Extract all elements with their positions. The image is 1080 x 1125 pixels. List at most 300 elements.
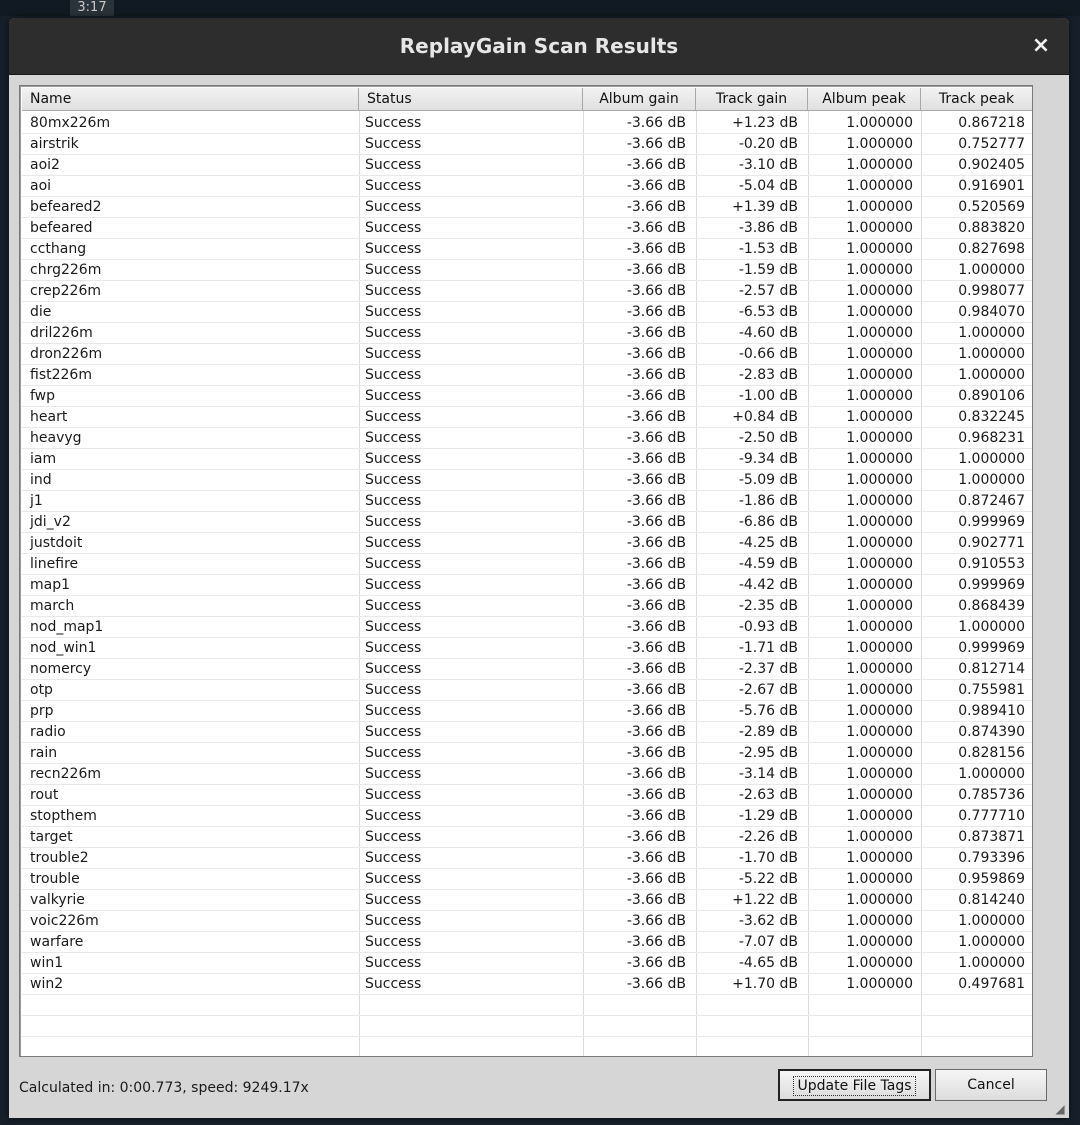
cell-status: Success <box>365 220 422 236</box>
cell-track-gain: -2.89 dB <box>738 724 798 740</box>
table-row[interactable] <box>22 575 1032 596</box>
cell-track-gain: -5.22 dB <box>738 871 798 887</box>
table-row[interactable] <box>22 869 1032 890</box>
cell-album-gain: -3.66 dB <box>626 199 686 215</box>
cell-status: Success <box>365 703 422 719</box>
cell-album-peak: 1.000000 <box>846 619 913 635</box>
table-row[interactable] <box>22 155 1032 176</box>
cell-track-peak: 1.000000 <box>958 346 1025 362</box>
cell-track-peak: 0.872467 <box>958 493 1025 509</box>
cell-name: dron226m <box>30 346 103 362</box>
cell-name: prp <box>30 703 54 719</box>
table-row[interactable] <box>22 260 1032 281</box>
cell-track-gain: -6.86 dB <box>738 514 798 530</box>
cell-status: Success <box>365 409 422 425</box>
cell-album-peak: 1.000000 <box>846 451 913 467</box>
cell-track-peak: 0.873871 <box>958 829 1025 845</box>
cell-album-gain: -3.66 dB <box>626 598 686 614</box>
cell-album-peak: 1.000000 <box>846 115 913 131</box>
column-header-track-peak[interactable]: Track peak <box>921 88 1033 111</box>
cell-track-gain: -2.95 dB <box>738 745 798 761</box>
table-row[interactable] <box>22 323 1032 344</box>
cell-track-peak: 1.000000 <box>958 766 1025 782</box>
table-row[interactable] <box>22 932 1032 953</box>
cell-album-gain: -3.66 dB <box>626 640 686 656</box>
cell-album-gain: -3.66 dB <box>626 346 686 362</box>
column-header-album-gain[interactable]: Album gain <box>583 88 696 111</box>
cell-track-peak: 0.755981 <box>958 682 1025 698</box>
cell-album-peak: 1.000000 <box>846 661 913 677</box>
cell-album-gain: -3.66 dB <box>626 913 686 929</box>
cell-status: Success <box>365 178 422 194</box>
empty-row <box>22 1016 1032 1037</box>
cell-album-gain: -3.66 dB <box>626 976 686 992</box>
cell-status: Success <box>365 808 422 824</box>
cell-track-gain: -1.00 dB <box>738 388 798 404</box>
table-row[interactable] <box>22 554 1032 575</box>
cell-album-peak: 1.000000 <box>846 157 913 173</box>
cell-track-gain: -2.67 dB <box>738 682 798 698</box>
cell-track-peak: 0.984070 <box>958 304 1025 320</box>
cell-track-gain: -1.59 dB <box>738 262 798 278</box>
column-header-track-gain[interactable]: Track gain <box>696 88 808 111</box>
cell-track-peak: 0.828156 <box>958 745 1025 761</box>
cell-status: Success <box>365 430 422 446</box>
cell-track-peak: 0.998077 <box>958 283 1025 299</box>
cell-status: Success <box>365 451 422 467</box>
table-row[interactable] <box>22 512 1032 533</box>
cell-track-gain: -3.86 dB <box>738 220 798 236</box>
cell-album-peak: 1.000000 <box>846 682 913 698</box>
cell-album-gain: -3.66 dB <box>626 388 686 404</box>
cell-name: rout <box>30 787 59 803</box>
table-row[interactable] <box>22 197 1032 218</box>
cell-status: Success <box>365 157 422 173</box>
cell-name: j1 <box>30 493 43 509</box>
cell-album-peak: 1.000000 <box>846 913 913 929</box>
cell-track-gain: -1.29 dB <box>738 808 798 824</box>
cell-album-gain: -3.66 dB <box>626 367 686 383</box>
cell-album-peak: 1.000000 <box>846 598 913 614</box>
cell-track-peak: 0.916901 <box>958 178 1025 194</box>
cell-track-peak: 0.827698 <box>958 241 1025 257</box>
cell-name: nod_win1 <box>30 640 97 656</box>
cell-name: rain <box>30 745 58 761</box>
cell-album-gain: -3.66 dB <box>626 304 686 320</box>
cell-name: otp <box>30 682 53 698</box>
close-icon[interactable]: × <box>1031 33 1051 58</box>
table-row[interactable] <box>22 764 1032 785</box>
cell-track-peak: 1.000000 <box>958 955 1025 971</box>
cell-track-gain: -2.57 dB <box>738 283 798 299</box>
cell-name: iam <box>30 451 57 467</box>
cell-name: die <box>30 304 52 320</box>
cell-track-gain: +1.39 dB <box>732 199 798 215</box>
cell-track-gain: -4.65 dB <box>738 955 798 971</box>
cell-album-gain: -3.66 dB <box>626 829 686 845</box>
cell-album-peak: 1.000000 <box>846 325 913 341</box>
table-row[interactable] <box>22 596 1032 617</box>
table-row[interactable] <box>22 470 1032 491</box>
cell-track-peak: 1.000000 <box>958 262 1025 278</box>
cell-status: Success <box>365 871 422 887</box>
cell-album-peak: 1.000000 <box>846 934 913 950</box>
cell-album-peak: 1.000000 <box>846 892 913 908</box>
cell-track-gain: -4.42 dB <box>738 577 798 593</box>
dialog-titlebar[interactable] <box>9 18 1069 75</box>
table-row[interactable] <box>22 449 1032 470</box>
cell-name: radio <box>30 724 66 740</box>
cell-name: recn226m <box>30 766 101 782</box>
cell-track-gain: -1.53 dB <box>738 241 798 257</box>
cell-track-gain: -2.37 dB <box>738 661 798 677</box>
cell-track-peak: 0.814240 <box>958 892 1025 908</box>
cell-track-gain: -5.04 dB <box>738 178 798 194</box>
cell-name: nomercy <box>30 661 92 677</box>
cell-album-peak: 1.000000 <box>846 136 913 152</box>
table-body <box>22 113 1032 1057</box>
cell-album-peak: 1.000000 <box>846 808 913 824</box>
cell-album-gain: -3.66 dB <box>626 178 686 194</box>
table-row[interactable] <box>22 428 1032 449</box>
table-row[interactable] <box>22 281 1032 302</box>
table-row[interactable] <box>22 113 1032 134</box>
cell-album-gain: -3.66 dB <box>626 283 686 299</box>
cell-album-gain: -3.66 dB <box>626 409 686 425</box>
cell-name: ind <box>30 472 52 488</box>
cell-album-peak: 1.000000 <box>846 535 913 551</box>
replaygain-dialog <box>9 18 1069 1118</box>
table-row[interactable] <box>22 953 1032 974</box>
table-row[interactable] <box>22 218 1032 239</box>
cell-track-peak: 1.000000 <box>958 934 1025 950</box>
cell-track-peak: 0.785736 <box>958 787 1025 803</box>
cell-track-gain: -3.10 dB <box>738 157 798 173</box>
cell-album-gain: -3.66 dB <box>626 703 686 719</box>
cell-status: Success <box>365 556 422 572</box>
cell-track-gain: -2.26 dB <box>738 829 798 845</box>
cell-status: Success <box>365 136 422 152</box>
table-row[interactable] <box>22 659 1032 680</box>
cell-name: heavyg <box>30 430 82 446</box>
cell-track-gain: -0.93 dB <box>738 619 798 635</box>
cell-name: aoi2 <box>30 157 60 173</box>
cell-status: Success <box>365 850 422 866</box>
update-file-tags-label: Update File Tags <box>793 1076 915 1096</box>
cell-status: Success <box>365 115 422 131</box>
cell-album-gain: -3.66 dB <box>626 556 686 572</box>
cell-album-peak: 1.000000 <box>846 976 913 992</box>
cell-album-peak: 1.000000 <box>846 178 913 194</box>
cell-track-gain: -0.20 dB <box>738 136 798 152</box>
cell-status: Success <box>365 745 422 761</box>
cell-status: Success <box>365 535 422 551</box>
cell-album-gain: -3.66 dB <box>626 472 686 488</box>
cell-name: jdi_v2 <box>30 514 71 530</box>
cell-status: Success <box>365 766 422 782</box>
cell-name: airstrik <box>30 136 79 152</box>
cell-album-peak: 1.000000 <box>846 703 913 719</box>
cell-album-gain: -3.66 dB <box>626 493 686 509</box>
cell-name: march <box>30 598 75 614</box>
cell-name: befeared2 <box>30 199 102 215</box>
cell-name: heart <box>30 409 68 425</box>
cell-album-gain: -3.66 dB <box>626 325 686 341</box>
scan-summary: Calculated in: 0:00.773, speed: 9249.17x <box>19 1080 309 1096</box>
cell-track-peak: 1.000000 <box>958 325 1025 341</box>
table-row[interactable] <box>22 638 1032 659</box>
cell-album-gain: -3.66 dB <box>626 892 686 908</box>
cell-track-peak: 0.883820 <box>958 220 1025 236</box>
cell-name: chrg226m <box>30 262 102 278</box>
cell-track-peak: 0.989410 <box>958 703 1025 719</box>
cell-album-peak: 1.000000 <box>846 850 913 866</box>
cell-album-gain: -3.66 dB <box>626 451 686 467</box>
cell-status: Success <box>365 388 422 404</box>
column-divider <box>1032 111 1033 1056</box>
table-row[interactable] <box>22 701 1032 722</box>
table-row[interactable] <box>22 785 1032 806</box>
cell-track-peak: 0.497681 <box>958 976 1025 992</box>
cell-status: Success <box>365 661 422 677</box>
cell-track-gain: -2.83 dB <box>738 367 798 383</box>
cell-album-peak: 1.000000 <box>846 640 913 656</box>
table-row[interactable] <box>22 827 1032 848</box>
cell-track-peak: 0.968231 <box>958 430 1025 446</box>
cell-album-gain: -3.66 dB <box>626 724 686 740</box>
table-row[interactable] <box>22 533 1032 554</box>
table-row[interactable] <box>22 386 1032 407</box>
table-row[interactable] <box>22 974 1032 995</box>
table-row[interactable] <box>22 806 1032 827</box>
update-file-tags-button[interactable] <box>778 1069 931 1101</box>
cell-album-peak: 1.000000 <box>846 472 913 488</box>
table-row[interactable] <box>22 176 1032 197</box>
table-row[interactable] <box>22 407 1032 428</box>
cell-album-peak: 1.000000 <box>846 220 913 236</box>
cell-name: linefire <box>30 556 79 572</box>
cell-name: warfare <box>30 934 84 950</box>
cell-track-peak: 0.890106 <box>958 388 1025 404</box>
cell-track-peak: 0.752777 <box>958 136 1025 152</box>
cell-name: map1 <box>30 577 71 593</box>
cell-track-gain: -9.34 dB <box>738 451 798 467</box>
cell-track-gain: -3.14 dB <box>738 766 798 782</box>
table-row[interactable] <box>22 743 1032 764</box>
cell-album-peak: 1.000000 <box>846 766 913 782</box>
cell-track-gain: -1.71 dB <box>738 640 798 656</box>
cell-album-gain: -3.66 dB <box>626 808 686 824</box>
cell-status: Success <box>365 346 422 362</box>
cell-status: Success <box>365 514 422 530</box>
cell-album-gain: -3.66 dB <box>626 766 686 782</box>
cell-track-peak: 0.868439 <box>958 598 1025 614</box>
table-row[interactable] <box>22 344 1032 365</box>
cancel-button[interactable]: Cancel <box>935 1069 1047 1101</box>
cell-status: Success <box>365 787 422 803</box>
cell-track-gain: -4.25 dB <box>738 535 798 551</box>
cell-track-gain: +1.23 dB <box>732 115 798 131</box>
cell-album-peak: 1.000000 <box>846 745 913 761</box>
cell-track-peak: 0.520569 <box>958 199 1025 215</box>
cell-track-peak: 1.000000 <box>958 451 1025 467</box>
cell-album-peak: 1.000000 <box>846 829 913 845</box>
cell-album-peak: 1.000000 <box>846 409 913 425</box>
cell-name: stopthem <box>30 808 97 824</box>
cell-name: befeared <box>30 220 93 236</box>
results-table[interactable] <box>19 85 1033 1057</box>
cell-track-peak: 0.910553 <box>958 556 1025 572</box>
cell-status: Success <box>365 892 422 908</box>
cell-album-gain: -3.66 dB <box>626 430 686 446</box>
cell-track-peak: 0.999969 <box>958 640 1025 656</box>
cell-track-peak: 0.777710 <box>958 808 1025 824</box>
cell-album-gain: -3.66 dB <box>626 577 686 593</box>
cell-name: aoi <box>30 178 52 194</box>
cell-name: fist226m <box>30 367 92 383</box>
table-row[interactable] <box>22 680 1032 701</box>
cell-name: trouble <box>30 871 80 887</box>
cell-album-peak: 1.000000 <box>846 262 913 278</box>
cell-track-peak: 0.874390 <box>958 724 1025 740</box>
cell-status: Success <box>365 619 422 635</box>
table-row[interactable] <box>22 302 1032 323</box>
clock[interactable]: 3:17 <box>70 0 114 16</box>
column-header-album-peak[interactable]: Album peak <box>808 88 921 111</box>
cell-track-gain: -1.86 dB <box>738 493 798 509</box>
table-row[interactable] <box>22 890 1032 911</box>
cell-track-peak: 0.999969 <box>958 577 1025 593</box>
column-header-status[interactable]: Status <box>359 88 583 111</box>
cell-name: dril226m <box>30 325 93 341</box>
cell-name: target <box>30 829 73 845</box>
cell-status: Success <box>365 724 422 740</box>
cell-album-gain: -3.66 dB <box>626 262 686 278</box>
cell-status: Success <box>365 472 422 488</box>
table-row[interactable] <box>22 617 1032 638</box>
cell-status: Success <box>365 262 422 278</box>
cell-name: trouble2 <box>30 850 89 866</box>
cell-album-peak: 1.000000 <box>846 493 913 509</box>
cell-track-gain: -2.50 dB <box>738 430 798 446</box>
cell-album-peak: 1.000000 <box>846 955 913 971</box>
cell-track-peak: 0.902771 <box>958 535 1025 551</box>
cell-track-peak: 0.793396 <box>958 850 1025 866</box>
cell-track-gain: +0.84 dB <box>732 409 798 425</box>
top-panel <box>0 0 1080 16</box>
cell-track-peak: 0.867218 <box>958 115 1025 131</box>
cell-status: Success <box>365 304 422 320</box>
cell-status: Success <box>365 934 422 950</box>
cell-status: Success <box>365 367 422 383</box>
cell-track-peak: 0.832245 <box>958 409 1025 425</box>
cell-album-gain: -3.66 dB <box>626 115 686 131</box>
cell-name: valkyrie <box>30 892 85 908</box>
cell-album-gain: -3.66 dB <box>626 535 686 551</box>
cell-album-gain: -3.66 dB <box>626 682 686 698</box>
cell-status: Success <box>365 955 422 971</box>
cell-status: Success <box>365 829 422 845</box>
table-row[interactable] <box>22 848 1032 869</box>
cell-track-peak: 0.902405 <box>958 157 1025 173</box>
cell-album-gain: -3.66 dB <box>626 514 686 530</box>
cell-name: voic226m <box>30 913 99 929</box>
cell-album-peak: 1.000000 <box>846 514 913 530</box>
cell-track-gain: -4.60 dB <box>738 325 798 341</box>
cell-album-gain: -3.66 dB <box>626 157 686 173</box>
table-row[interactable] <box>22 722 1032 743</box>
cell-album-gain: -3.66 dB <box>626 787 686 803</box>
table-row[interactable] <box>22 239 1032 260</box>
cell-track-gain: -0.66 dB <box>738 346 798 362</box>
cell-album-peak: 1.000000 <box>846 577 913 593</box>
cell-track-gain: -4.59 dB <box>738 556 798 572</box>
cell-status: Success <box>365 241 422 257</box>
cell-album-gain: -3.66 dB <box>626 220 686 236</box>
cell-album-peak: 1.000000 <box>846 388 913 404</box>
cell-track-gain: -7.07 dB <box>738 934 798 950</box>
cell-status: Success <box>365 640 422 656</box>
cell-album-gain: -3.66 dB <box>626 955 686 971</box>
cell-track-gain: -2.63 dB <box>738 787 798 803</box>
cell-status: Success <box>365 976 422 992</box>
cell-album-peak: 1.000000 <box>846 304 913 320</box>
empty-row <box>22 995 1032 1016</box>
cell-track-gain: -2.35 dB <box>738 598 798 614</box>
cell-status: Success <box>365 577 422 593</box>
cell-track-gain: -6.53 dB <box>738 304 798 320</box>
cell-track-peak: 0.999969 <box>958 514 1025 530</box>
cell-status: Success <box>365 598 422 614</box>
cell-track-peak: 1.000000 <box>958 619 1025 635</box>
table-row[interactable] <box>22 491 1032 512</box>
cell-name: justdoit <box>30 535 83 551</box>
cell-name: win1 <box>30 955 64 971</box>
cell-album-gain: -3.66 dB <box>626 136 686 152</box>
table-row[interactable] <box>22 911 1032 932</box>
cell-status: Success <box>365 913 422 929</box>
cell-album-gain: -3.66 dB <box>626 850 686 866</box>
cell-album-gain: -3.66 dB <box>626 871 686 887</box>
cell-track-gain: -5.09 dB <box>738 472 798 488</box>
cell-album-peak: 1.000000 <box>846 871 913 887</box>
empty-row <box>22 1037 1032 1057</box>
cell-album-peak: 1.000000 <box>846 430 913 446</box>
cell-album-gain: -3.66 dB <box>626 661 686 677</box>
cell-album-peak: 1.000000 <box>846 556 913 572</box>
cell-album-gain: -3.66 dB <box>626 241 686 257</box>
cell-name: win2 <box>30 976 64 992</box>
cell-album-gain: -3.66 dB <box>626 619 686 635</box>
resize-grip-icon[interactable]: ◢ <box>1055 1102 1065 1116</box>
cell-album-peak: 1.000000 <box>846 199 913 215</box>
cell-track-gain: +1.22 dB <box>732 892 798 908</box>
cell-album-peak: 1.000000 <box>846 283 913 299</box>
cell-status: Success <box>365 493 422 509</box>
dialog-title: ReplayGain Scan Results <box>399 34 679 58</box>
cell-album-peak: 1.000000 <box>846 787 913 803</box>
table-row[interactable] <box>22 134 1032 155</box>
column-header-name[interactable]: Name <box>22 88 359 111</box>
cell-status: Success <box>365 325 422 341</box>
cell-track-gain: -3.62 dB <box>738 913 798 929</box>
cell-status: Success <box>365 199 422 215</box>
table-row[interactable] <box>22 365 1032 386</box>
cell-album-gain: -3.66 dB <box>626 934 686 950</box>
cell-track-gain: +1.70 dB <box>732 976 798 992</box>
cell-track-peak: 0.959869 <box>958 871 1025 887</box>
cell-album-peak: 1.000000 <box>846 367 913 383</box>
